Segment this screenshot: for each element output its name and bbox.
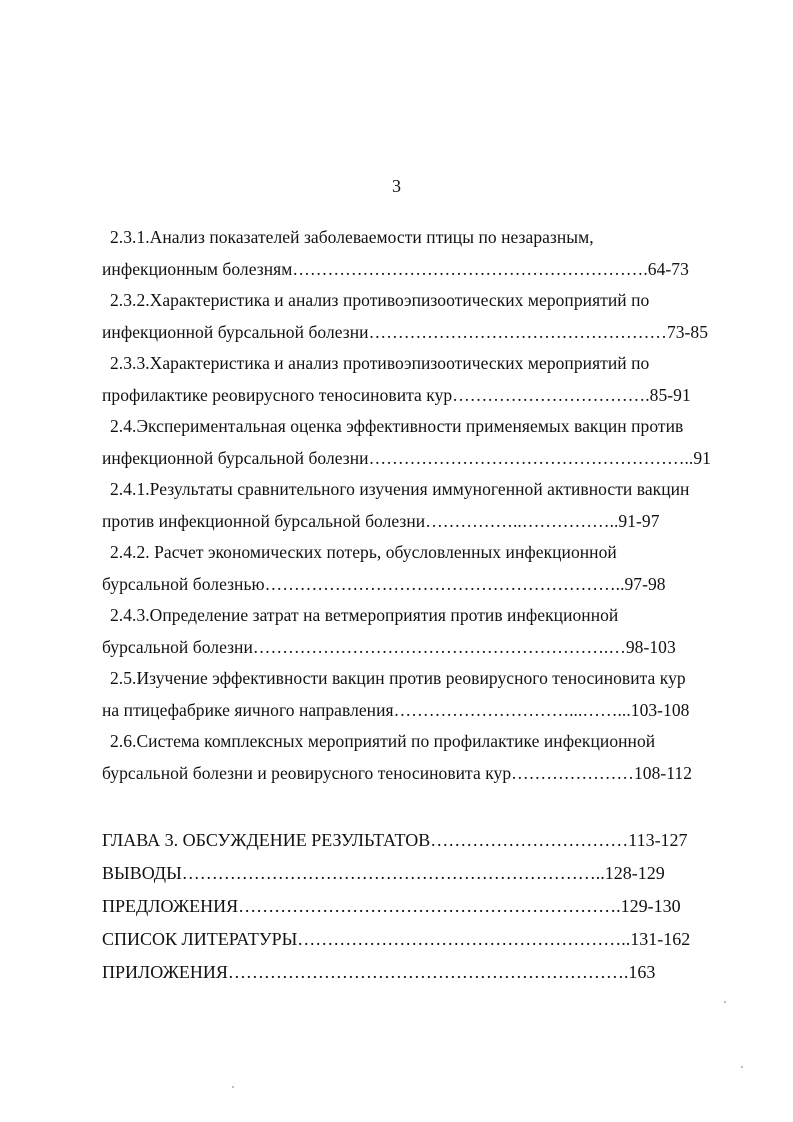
toc-entry-title: 2.4.2. Расчет экономических потерь, обусловленных инфекционной — [110, 542, 617, 562]
toc-entry-2-3-3 — [102, 348, 738, 411]
toc-entry-title: 2.4.3.Определение затрат на ветмероприятия против инфекционной — [110, 605, 619, 625]
toc-entry-text: бурсальной болезни — [102, 636, 253, 657]
chapter-pages: 163 — [628, 962, 656, 982]
toc-entry-text: бурсальной болезнью — [102, 573, 265, 594]
chapter-title: ВЫВОДЫ — [102, 863, 182, 883]
toc-entry-2-4-1 — [102, 474, 738, 537]
toc-leader-dots: ………………………………………………………. — [238, 896, 621, 916]
toc-leader-dots: ……………………………………………………. — [292, 258, 648, 279]
toc-entry-title: 2.3.3.Характеристика и анализ противоэпизоотических мероприятий по — [110, 353, 650, 373]
chapter-title: ГЛАВА 3. ОБСУЖДЕНИЕ РЕЗУЛЬТАТОВ — [102, 830, 431, 850]
toc-leader-dots: ……………………………………………….. — [368, 447, 694, 468]
toc-references — [102, 929, 742, 950]
toc-entry-2-3-1 — [102, 222, 738, 285]
toc-entry-pages: 98-103 — [625, 636, 676, 657]
table-of-contents — [102, 222, 738, 789]
toc-entry-text: на птицефабрике яичного направления — [102, 699, 394, 720]
toc-entry-2-6 — [102, 726, 738, 789]
toc-entry-pages: 103-108 — [630, 699, 690, 720]
scan-speck — [232, 1086, 234, 1088]
toc-entry-pages: 73-85 — [666, 321, 709, 342]
toc-leader-dots: ……………………………………………….. — [297, 929, 631, 949]
toc-leader-dots: …………………………………………………………. — [227, 962, 629, 982]
toc-entry-pages: 91 — [693, 447, 711, 468]
scan-speck — [741, 1066, 743, 1068]
toc-entry-2-4-2 — [102, 537, 738, 600]
toc-entry-continuation — [102, 506, 738, 538]
chapter-title: ПРИЛОЖЕНИЯ — [102, 962, 228, 982]
page-number: 3 — [392, 176, 401, 196]
toc-chapter-3 — [102, 830, 742, 851]
toc-conclusions — [102, 863, 742, 884]
chapter-pages: 128-129 — [604, 863, 665, 883]
toc-entry-continuation — [102, 758, 738, 790]
toc-entry-text: инфекционной бурсальной болезни — [102, 447, 369, 468]
toc-entry-continuation — [102, 380, 738, 412]
toc-leader-dots: …………………………...……... — [393, 699, 631, 720]
toc-entry-continuation — [102, 254, 738, 286]
toc-entry-text: инфекционной бурсальной болезни — [102, 321, 369, 342]
chapter-title: ПРЕДЛОЖЕНИЯ — [102, 896, 239, 916]
toc-leader-dots: ……………………………. — [452, 384, 650, 405]
scan-speck — [724, 1001, 726, 1003]
toc-entry-continuation — [102, 695, 738, 727]
toc-entry-text: профилактике реовирусного теносиновита кур — [102, 384, 453, 405]
toc-entry-continuation — [102, 632, 738, 664]
chapter-pages: 129-130 — [620, 896, 681, 916]
toc-entry-text: против инфекционной бурсальной болезни — [102, 510, 426, 531]
toc-entry-title: 2.6.Система комплексных мероприятий по профилактике инфекционной — [110, 731, 656, 751]
toc-entry-text: инфекционным болезням — [102, 258, 293, 279]
toc-entry-2-4-3 — [102, 600, 738, 663]
toc-entry-text: бурсальной болезни и реовирусного теносиновита кур — [102, 762, 512, 783]
toc-entry-2-4 — [102, 411, 738, 474]
toc-entry-continuation — [102, 443, 738, 475]
toc-leader-dots: …………………………………………………….. — [264, 573, 625, 594]
chapter-title: СПИСОК ЛИТЕРАТУРЫ — [102, 929, 298, 949]
toc-entry-2-3-2 — [102, 285, 738, 348]
toc-entry-title: 2.5.Изучение эффективности вакцин против реовирусного теносиновита кур — [110, 668, 686, 688]
toc-entry-title: 2.4.1.Результаты сравнительного изучения иммуногенной активности вакцин — [110, 479, 690, 499]
toc-leader-dots: ………………… — [511, 762, 634, 783]
toc-leader-dots: …………………………………………………….… — [252, 636, 626, 657]
toc-entry-title: 2.3.1.Анализ показателей заболеваемости птицы по незаразным, — [110, 227, 594, 247]
toc-entry-pages: 64-73 — [647, 258, 689, 279]
chapter-pages: 113-127 — [628, 830, 688, 850]
toc-leader-dots: ……………..…………….. — [425, 510, 619, 531]
toc-leader-dots: …………………………………………………………….. — [181, 863, 605, 883]
toc-appendices — [102, 962, 742, 983]
toc-entry-pages: 97-98 — [624, 573, 666, 594]
toc-entry-title: 2.3.2.Характеристика и анализ противоэпизоотических мероприятий по — [110, 290, 650, 310]
toc-entry-continuation — [102, 569, 738, 601]
toc-leader-dots: …………………………… — [430, 830, 629, 850]
toc-leader-dots: …………………………………………… — [368, 321, 667, 342]
toc-entry-pages: 91-97 — [618, 510, 660, 531]
toc-entry-2-5 — [102, 663, 738, 726]
toc-entry-pages: 108-112 — [633, 762, 693, 783]
toc-entry-pages: 85-91 — [649, 384, 691, 405]
toc-entry-continuation — [102, 317, 738, 349]
toc-proposals — [102, 896, 742, 917]
toc-entry-title: 2.4.Экспериментальная оценка эффективности применяемых вакцин против — [110, 416, 684, 436]
chapter-pages: 131-162 — [630, 929, 691, 949]
